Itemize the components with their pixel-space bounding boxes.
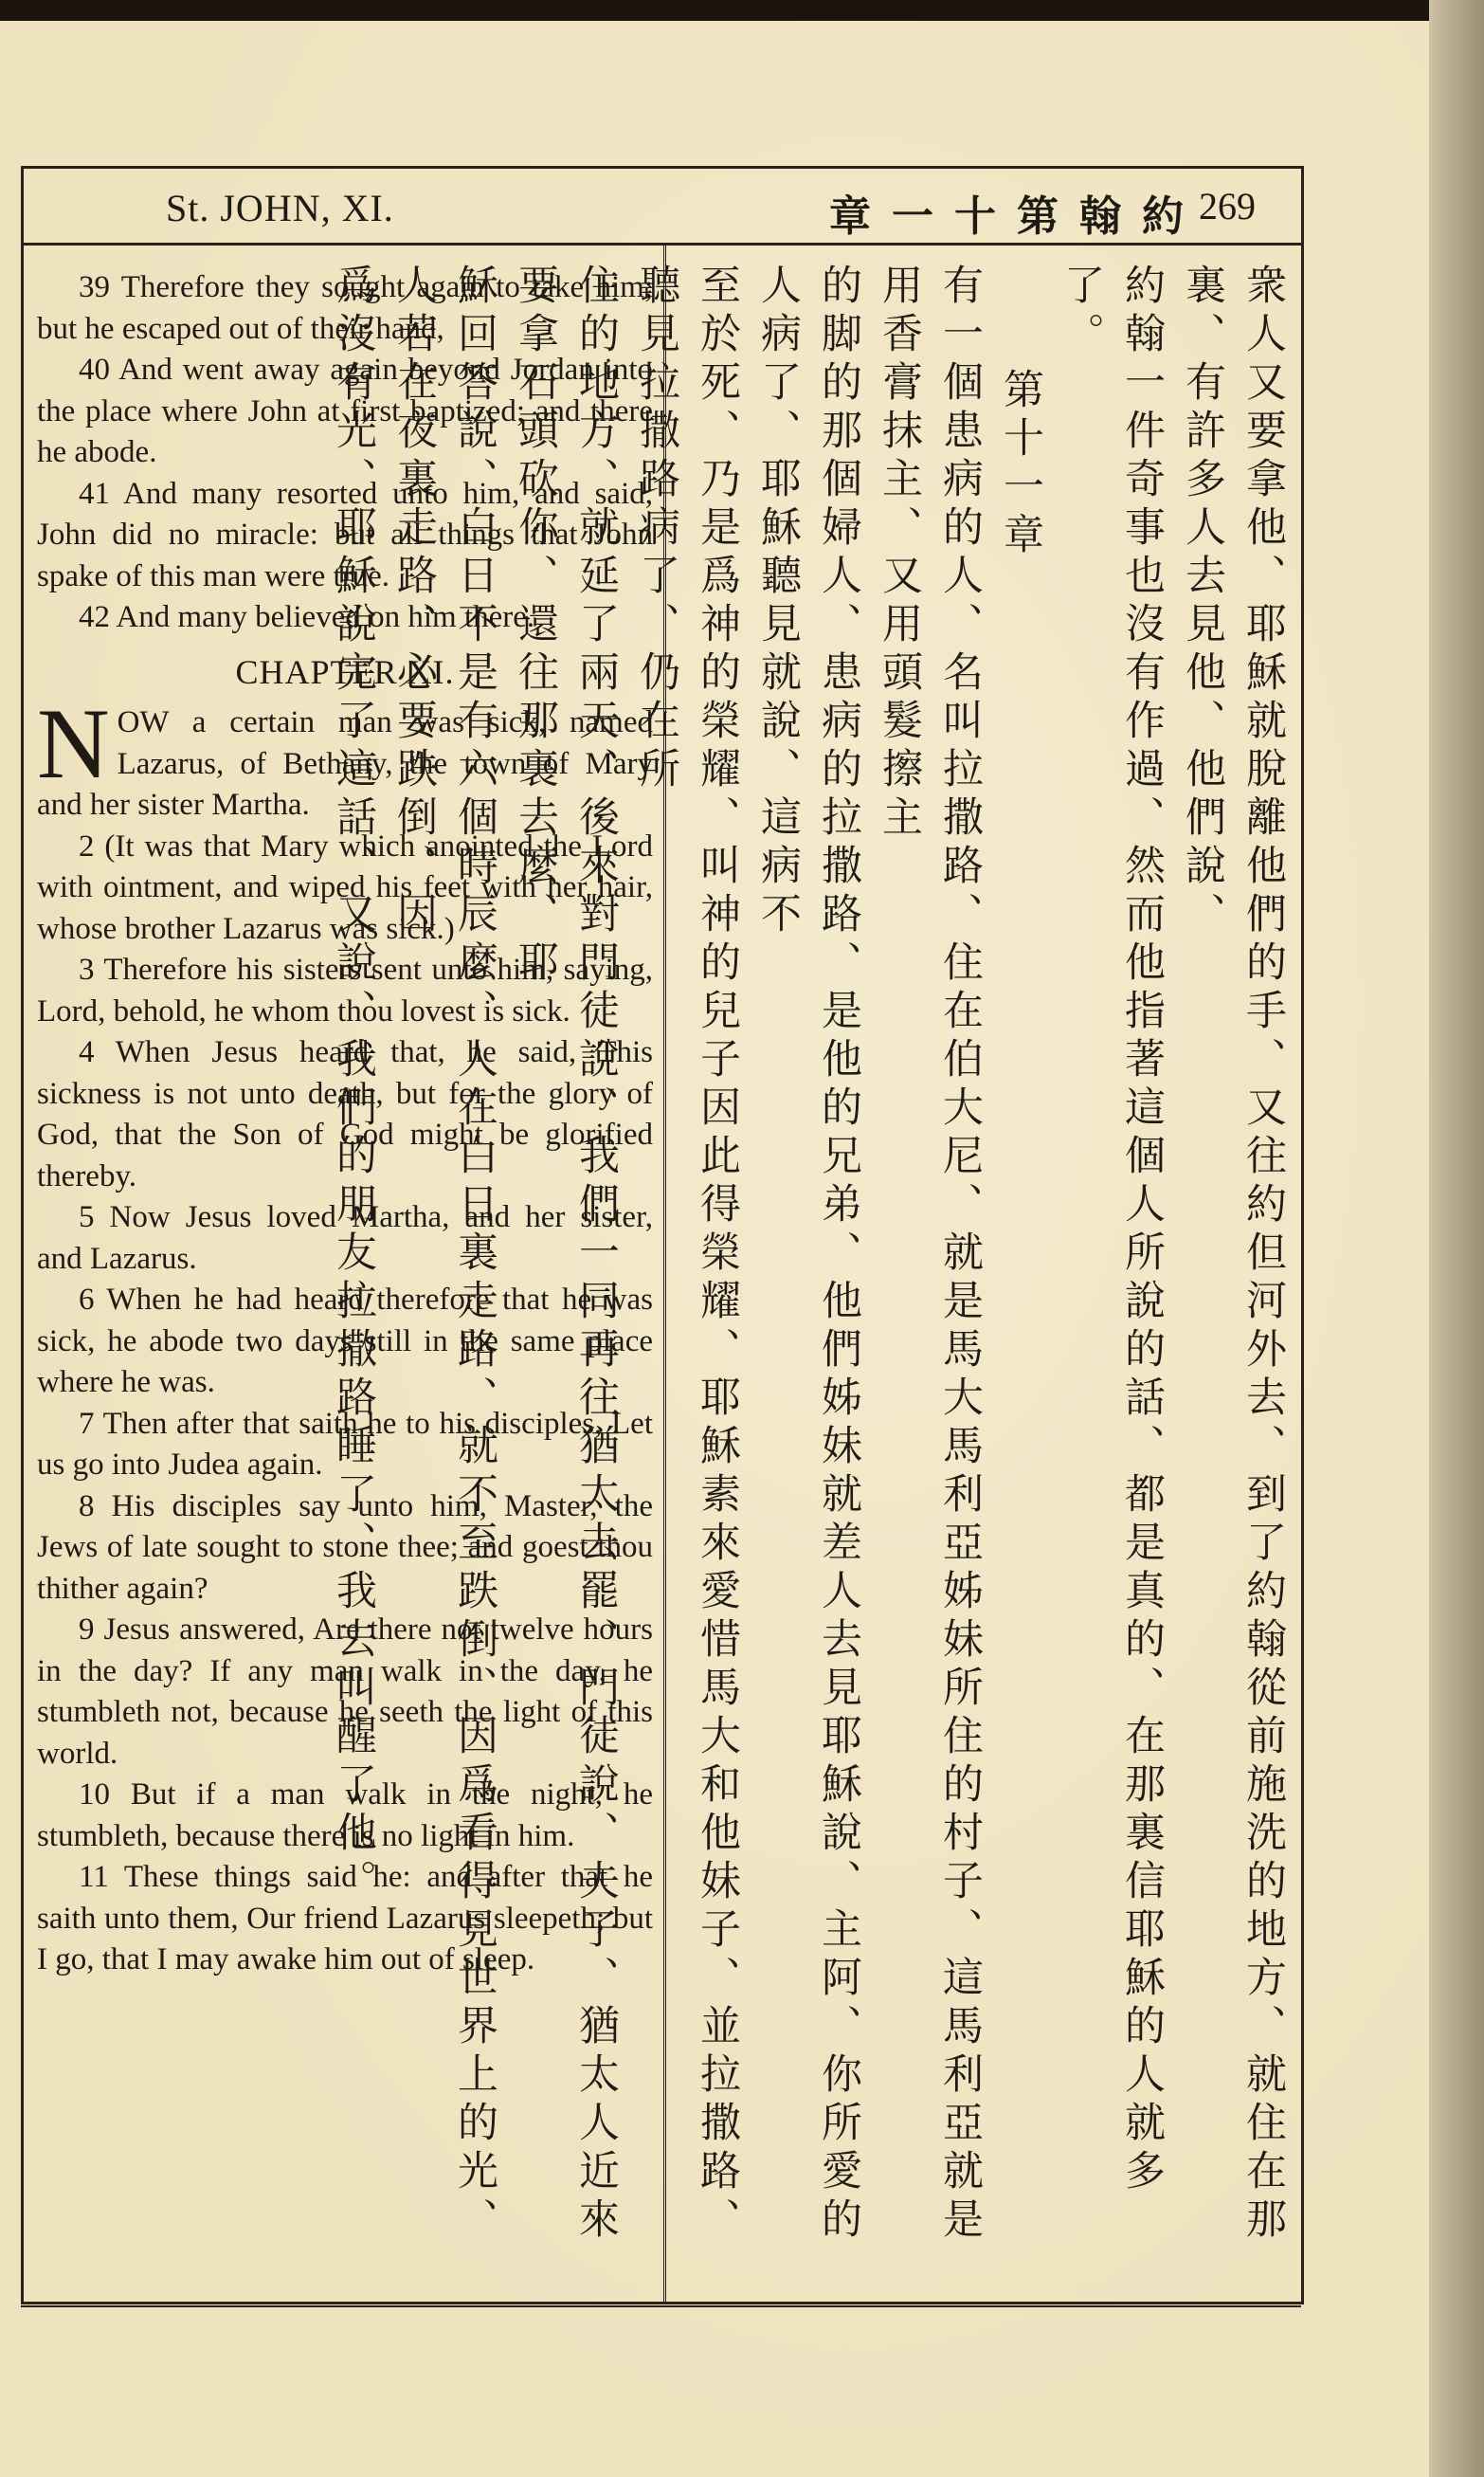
chinese-line-7: 穌回答說、白日不是有六個時辰麼、人在白日裏走路、就不至跌倒、因爲看得見世界上的光、人若在夜裏走路、必要跌倒、因	[390, 264, 498, 2246]
verse-2: 2 (It was that Mary which anointed the Lord with ointment, and wiped his feet with her hair, whose brother Lazarus was sick.)	[37, 829, 653, 946]
page-frame	[21, 166, 1304, 2304]
verse-4: 4 When Jesus heard that, he said, This sickness is not unto death, but for the glory of God, that the Son of God might be glorified thereby.	[37, 1035, 653, 1193]
header-chinese-title: 章一十第翰約	[829, 192, 1204, 241]
verse-1-text: OW a certain man was sick, named Lazarus, of Bethany, the town of Mary and her sister Martha.	[37, 705, 653, 822]
verse-10: 10 But if a man walk in the night, he stumbleth, because there is no light in him.	[37, 1777, 653, 1853]
verse-42: 42 And many believed on him there.	[79, 600, 535, 634]
verse-41: 41 And many resorted unto him, and said, John did no miracle: but all things that John spake of this man were true.	[37, 476, 653, 593]
header-english-title: St. JOHN, XI.	[166, 187, 394, 229]
chinese-line-1: 衆人又要拿他、耶穌就脫離他們的手、又往約但河外去、到了約翰從前施洗的地方、就住在那裏、有許多人去見他、他們說、	[1179, 264, 1287, 2246]
verse-9: 9 Jesus answered, Are there not twelve hours in the day? If any man walk in the day, he stumbleth not, because he seeth the light of this world.	[37, 1612, 653, 1771]
chinese-line-6: 住的地方、就延了兩天、後來對門徒說、我們一同再往猶太去罷、門徒說、夫子、猶太人近來要拿石頭砍你、還往那裏去麼、耶	[512, 264, 620, 2246]
verse-6: 6 When he had heard therefore that he was sick, he abode two days still in the same place where he was.	[37, 1283, 653, 1399]
verse-7: 7 Then after that saith he to his disciples, Let us go into Judea again.	[37, 1406, 653, 1482]
verse-8: 8 His disciples say unto him, Master, the Jews of late sought to stone thee; and goest thou thither again?	[37, 1488, 653, 1606]
verse-11: 11 These things said he: and after that he saith unto them, Our friend Lazarus sleepeth; but I go, that I may awake him out of sleep.	[37, 1860, 653, 1976]
chinese-line-3: 有一個患病的人、名叫拉撒路、住在伯大尼、就是馬大馬利亞姊妹所住的村子、這馬利亞就是用香膏抹主、又用頭髮擦主	[876, 264, 984, 2246]
verse-39: 39 Therefore they sought again to take him; but he escaped out of their hand,	[37, 270, 653, 346]
page-edge	[1429, 0, 1484, 2477]
chinese-line-4: 的脚的那個婦人、患病的拉撒路、是他的兄弟、他們姊妹就差人去見耶穌說、主阿、你所愛的人病了、耶穌聽見就說、這病不	[754, 264, 862, 2246]
frame-bottom-rule	[21, 2305, 1301, 2307]
verse-40: 40 And went away again beyond Jordan into the place where John at first baptized; and there he abode.	[37, 353, 653, 469]
running-header	[24, 169, 1301, 246]
chinese-line-5: 至於死、乃是爲神的榮耀、叫神的兒子因此得榮耀、耶穌素來愛惜馬大和他妹子、並拉撒路、聽見拉撒路病了、仍在所	[633, 264, 741, 2246]
verse-3: 3 Therefore his sisters sent unto him, saying, Lord, behold, he whom thou lovest is sick.	[37, 953, 653, 1029]
drop-cap: N	[37, 688, 110, 799]
chinese-chapter-heading: 第十一章	[997, 368, 1044, 561]
page-number: 269	[1199, 185, 1256, 228]
verse-5: 5 Now Jesus loved Martha, and her sister, and Lazarus.	[37, 1200, 653, 1276]
chinese-line-8: 爲沒有光、耶穌說完了這話、又說、我們的朋友拉撒路睡了、我去叫醒了他。	[330, 264, 377, 1907]
chapter-heading: CHAPTER XI.	[235, 652, 455, 691]
chinese-line-2: 約翰一件奇事也沒有作過、然而他指著這個人所說的話、都是真的、在那裏信耶穌的人就多了。	[1058, 264, 1166, 2197]
